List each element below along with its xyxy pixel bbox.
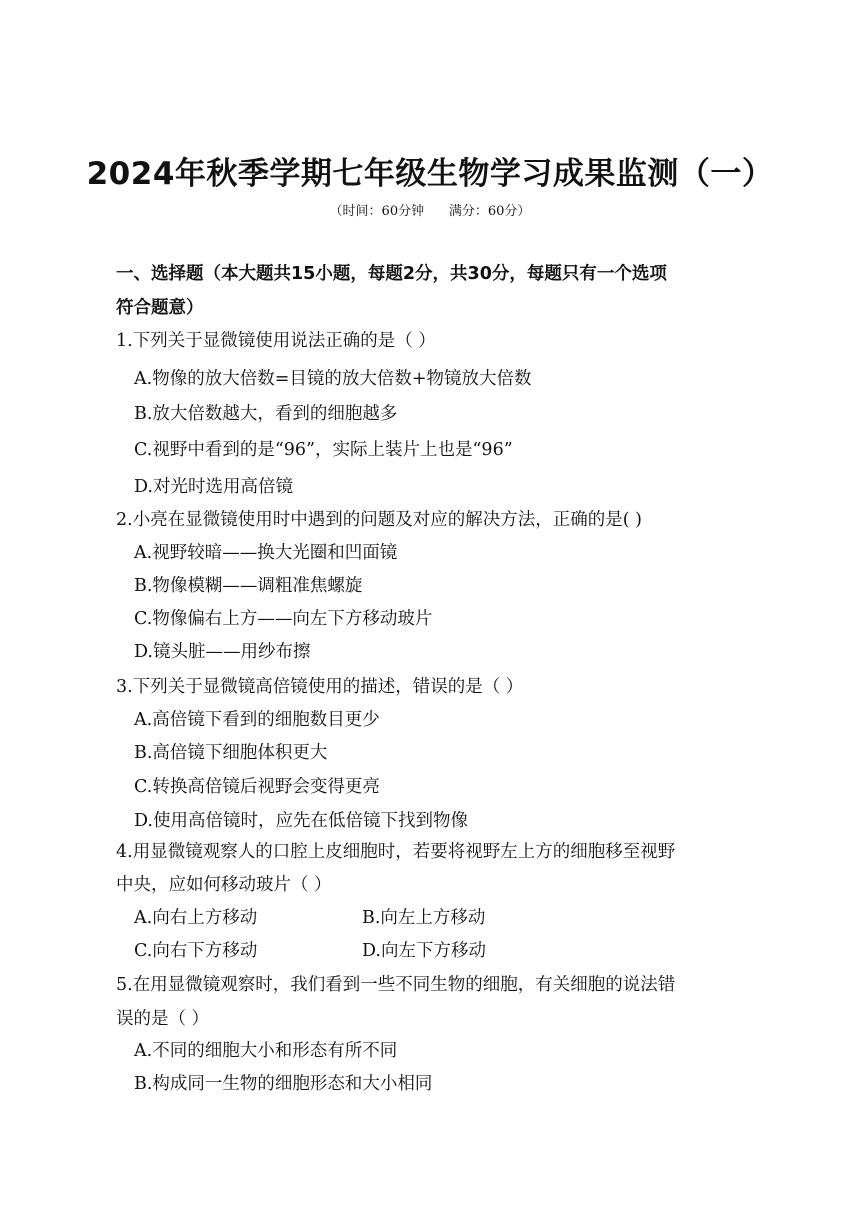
section-heading-line1: 一、选择题（本大题共15小题，每题2分，共30分，每题只有一个选项 (116, 264, 667, 284)
question-5-stem-line1: 5.在用显微镜观察时，我们看到一些不同生物的细胞，有关细胞的说法错 (116, 975, 676, 995)
question-4-option-a: A.向右上方移动 (134, 908, 258, 928)
question-5-option-a: A.不同的细胞大小和形态有所不同 (134, 1041, 398, 1061)
question-2-stem: 2.小亮在显微镜使用时中遇到的问题及对应的解决方法，正确的是( ) (116, 510, 642, 530)
question-5-option-b: B.构成同一生物的细胞形态和大小相同 (134, 1074, 433, 1094)
question-2-option-c: C.物像偏右上方——向左下方移动玻片 (134, 609, 433, 629)
question-4-option-b: B.向左上方移动 (362, 908, 486, 928)
question-5-stem-line2: 误的是（ ） (116, 1009, 210, 1029)
question-4-option-d: D.向左下方移动 (362, 941, 486, 961)
question-2-option-b: B.物像模糊——调粗准焦螺旋 (134, 576, 363, 596)
question-1-option-b: B.放大倍数越大，看到的细胞越多 (134, 404, 398, 424)
section-heading-line2: 符合题意） (116, 298, 204, 318)
question-2-option-a: A.视野较暗——换大光圈和凹面镜 (134, 543, 398, 563)
question-1-option-c: C.视野中看到的是“96”，实际上装片上也是“96” (134, 440, 513, 460)
question-4-option-c: C.向右下方移动 (134, 941, 258, 961)
question-3-option-b: B.高倍镜下细胞体积更大 (134, 743, 328, 763)
question-4-stem-line2: 中央，应如何移动玻片（ ） (116, 875, 332, 895)
question-4-stem-line1: 4.用显微镜观察人的口腔上皮细胞时，若要将视野左上方的细胞移至视野 (116, 842, 676, 862)
exam-subtitle: （时间：60分钟 满分：60分） (329, 204, 531, 219)
exam-title: 2024年秋季学期七年级生物学习成果监测（一） (86, 156, 774, 192)
question-3-stem: 3.下列关于显微镜高倍镜使用的描述，错误的是（ ） (116, 677, 524, 697)
question-3-option-a: A.高倍镜下看到的细胞数目更少 (134, 710, 380, 730)
question-2-option-d: D.镜头脏——用纱布擦 (134, 642, 311, 662)
question-3-option-d: D.使用高倍镜时，应先在低倍镜下找到物像 (134, 811, 468, 831)
question-3-option-c: C.转换高倍镜后视野会变得更亮 (134, 777, 380, 797)
question-1-option-d: D.对光时选用高倍镜 (134, 477, 293, 497)
question-1-stem: 1.下列关于显微镜使用说法正确的是（ ） (116, 331, 436, 351)
question-1-option-a: A.物像的放大倍数=目镜的放大倍数+物镜放大倍数 (134, 369, 532, 389)
